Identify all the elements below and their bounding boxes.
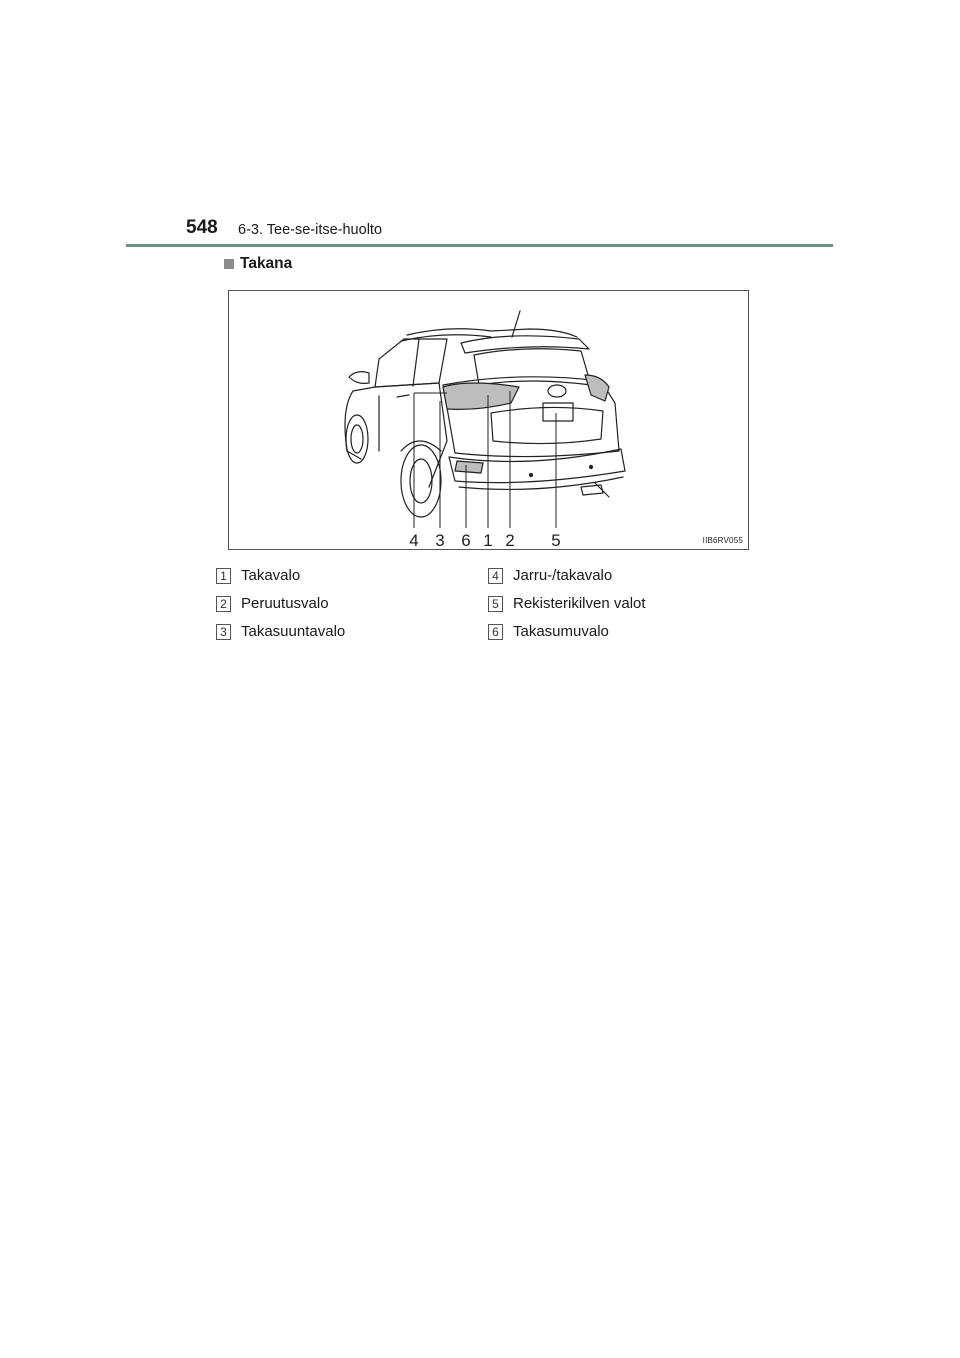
legend-item <box>488 623 609 640</box>
legend-number: 6 <box>488 624 503 640</box>
section-title: 6-3. Tee-se-itse-huolto <box>238 222 383 238</box>
legend-label: Takasuuntavalo <box>241 623 346 640</box>
legend-label: Jarru-/takavalo <box>513 567 613 584</box>
legend-item <box>216 567 300 584</box>
legend-label: Peruutusvalo <box>241 595 329 612</box>
header-rule <box>126 244 833 247</box>
callout-2: 2 <box>505 531 515 549</box>
subheading-text: Takana <box>240 255 293 272</box>
legend-item <box>216 623 345 640</box>
legend-item <box>216 595 329 612</box>
square-bullet-icon <box>224 259 234 269</box>
callout-3: 3 <box>435 531 445 549</box>
callout-4: 4 <box>409 531 419 549</box>
vehicle-figure <box>228 290 749 550</box>
legend-number: 1 <box>216 568 231 584</box>
car-rear-illustration <box>229 291 748 549</box>
figure-code: IIB6RV055 <box>702 536 743 545</box>
legend-number: 2 <box>216 596 231 612</box>
legend-number: 5 <box>488 596 503 612</box>
callout-1: 1 <box>483 531 493 549</box>
legend-label: Takasumuvalo <box>513 623 609 640</box>
legend-label: Takavalo <box>241 567 301 584</box>
legend <box>216 567 676 657</box>
legend-label: Rekisterikilven valot <box>513 595 646 612</box>
legend-number: 4 <box>488 568 503 584</box>
legend-item <box>488 595 646 612</box>
subheading <box>224 255 292 273</box>
callout-5: 5 <box>551 531 561 549</box>
callout-6: 6 <box>461 531 471 549</box>
page-number: 548 <box>186 217 218 238</box>
legend-item <box>488 567 612 584</box>
legend-number: 3 <box>216 624 231 640</box>
